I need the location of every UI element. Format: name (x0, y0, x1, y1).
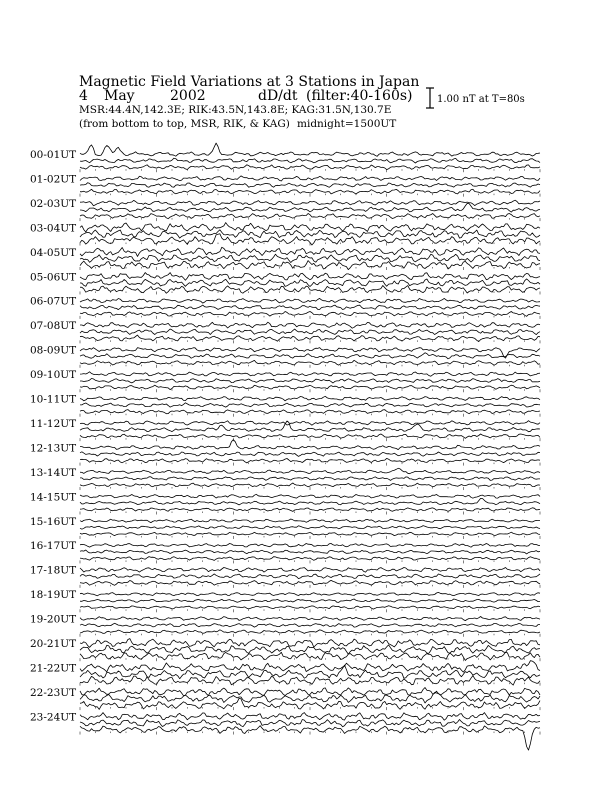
order-note: (from bottom to top, MSR, RIK, & KAG) (79, 118, 290, 130)
hour-label: 01-02UT (30, 173, 77, 186)
hour-label: 22-23UT (30, 686, 77, 699)
trace-kag (80, 143, 540, 156)
hour-label: 15-16UT (30, 515, 77, 528)
trace-msr (80, 532, 540, 535)
hour-row (30, 173, 540, 196)
hour-label: 06-07UT (30, 295, 77, 308)
trace-rik (80, 379, 540, 384)
trace-msr (80, 508, 540, 512)
trace-rik (80, 158, 540, 163)
hour-row (30, 271, 540, 294)
hour-label: 18-19UT (30, 589, 77, 602)
hour-label: 21-22UT (30, 662, 77, 675)
hour-label: 23-24UT (30, 711, 77, 724)
hour-label: 19-20UT (30, 613, 77, 626)
trace-kag (80, 713, 540, 721)
trace-rik (80, 623, 540, 627)
trace-kag (80, 200, 540, 206)
date-day: 4 (79, 88, 88, 104)
date-year: 2002 (170, 88, 206, 104)
trace-kag (80, 223, 540, 232)
hour-label: 14-15UT (30, 491, 77, 504)
trace-msr (80, 385, 540, 389)
trace-msr (80, 410, 540, 414)
hour-label: 04-05UT (30, 246, 77, 259)
hour-row (30, 320, 540, 343)
scale-bar (426, 88, 525, 108)
trace-rik (80, 550, 540, 554)
trace-msr (80, 434, 540, 438)
hour-label: 08-09UT (30, 344, 77, 357)
hour-label: 17-18UT (30, 564, 77, 577)
hour-row (30, 296, 540, 319)
hour-label: 05-06UT (30, 271, 77, 284)
trace-kag (80, 617, 540, 621)
hour-row (30, 661, 540, 686)
trace-kag (80, 544, 540, 548)
trace-msr (80, 312, 540, 317)
trace-rik (80, 599, 540, 602)
hour-row (30, 565, 540, 588)
hour-row (30, 198, 540, 221)
hour-label: 03-04UT (30, 222, 77, 235)
trace-rik (80, 498, 540, 505)
trace-msr (80, 630, 540, 634)
trace-rik (80, 574, 540, 579)
hour-row (30, 638, 540, 661)
trace-rik (80, 665, 540, 679)
hour-label: 07-08UT (30, 320, 77, 333)
trace-kag (80, 372, 540, 376)
hour-row (30, 687, 540, 710)
hour-row (30, 467, 540, 490)
trace-msr (80, 214, 540, 219)
trace-msr (80, 458, 540, 463)
hour-row (30, 418, 540, 441)
trace-kag (80, 176, 540, 181)
quantity-label: dD/dt (258, 88, 298, 104)
trace-rik (80, 254, 540, 262)
trace-rik (80, 230, 540, 238)
trace-rik (80, 526, 540, 530)
hour-row (30, 369, 540, 392)
trace-msr (80, 606, 540, 609)
hour-label: 12-13UT (30, 442, 77, 455)
trace-msr (80, 557, 540, 561)
trace-kag (80, 519, 540, 523)
trace-rik (80, 305, 540, 310)
trace-msr (80, 726, 540, 750)
hour-row (30, 247, 540, 270)
hour-label: 10-11UT (30, 393, 77, 406)
hour-label: 13-14UT (30, 466, 77, 479)
hour-label: 00-01UT (30, 149, 77, 161)
hour-row (30, 440, 540, 466)
hour-row (30, 614, 540, 637)
hour-label: 20-21UT (30, 638, 77, 650)
trace-kag (80, 298, 540, 303)
hour-row (30, 491, 540, 514)
trace-rik (80, 183, 540, 188)
hour-label: 02-03UT (30, 197, 77, 210)
stations-line: MSR:44.4N,142.3E; RIK:43.5N,143.8E; KAG:31.5N,130.7E (79, 104, 392, 116)
trace-kag (80, 639, 540, 648)
trace-kag (80, 568, 540, 573)
trace-rik (80, 353, 540, 359)
trace-rik (80, 329, 540, 335)
trace-kag (80, 592, 540, 595)
trace-msr (80, 483, 540, 487)
trace-msr (80, 189, 540, 194)
chart-title: Magnetic Field Variations at 3 Stations in Japan (79, 74, 420, 90)
filter-label: (filter:40-160s) (306, 88, 413, 104)
hour-row (30, 222, 540, 245)
midnight-note: midnight=1500UT (297, 118, 397, 130)
date-month: May (104, 88, 135, 104)
trace-rik (80, 477, 540, 481)
trace-kag (80, 396, 540, 401)
hour-row (30, 516, 540, 539)
trace-kag (80, 273, 540, 281)
trace-kag (80, 322, 540, 328)
hour-row (30, 345, 540, 368)
trace-kag (80, 421, 540, 426)
scale-bar-label: 1.00 nT at T=80s (437, 94, 525, 105)
trace-kag (80, 661, 540, 672)
trace-kag (80, 494, 540, 498)
hour-label: 11-12UT (30, 417, 77, 430)
hour-row (30, 589, 540, 612)
hour-row (30, 540, 540, 563)
hour-label: 09-10UT (30, 369, 77, 382)
trace-kag (80, 688, 540, 696)
hour-label: 16-17UT (30, 540, 77, 553)
trace-msr (80, 165, 540, 170)
trace-msr (80, 360, 540, 365)
trace-rik (80, 452, 540, 457)
hour-row (30, 394, 540, 417)
hour-row (30, 711, 540, 750)
trace-msr (80, 580, 540, 585)
trace-rik (80, 403, 540, 407)
trace-kag (80, 468, 540, 473)
hour-row (30, 143, 540, 172)
trace-rik (80, 720, 540, 727)
trace-kag (80, 247, 540, 256)
hour-rows (30, 143, 540, 750)
